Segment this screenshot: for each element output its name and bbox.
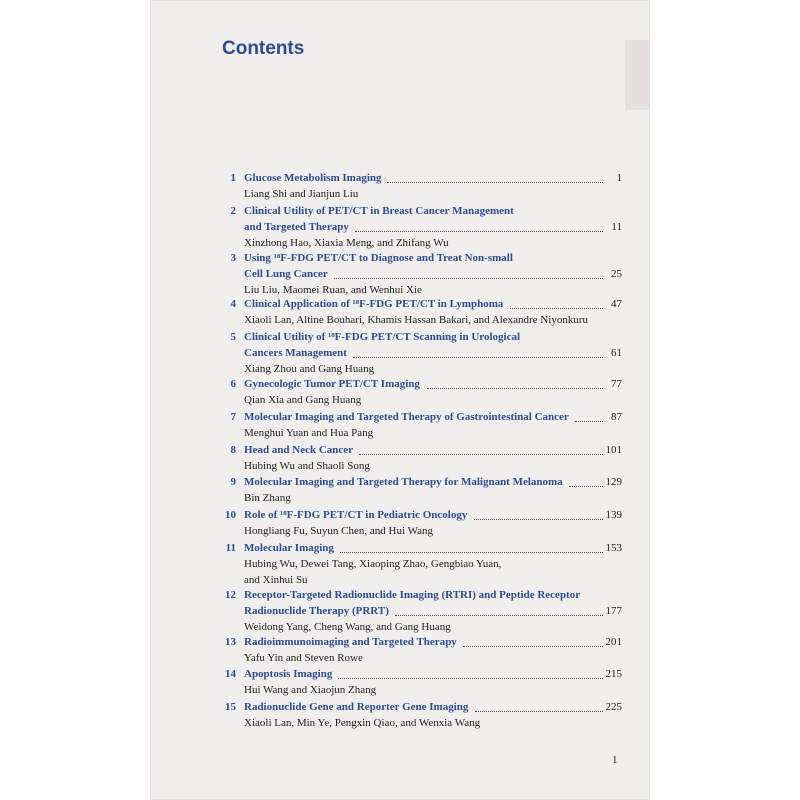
chapter-authors: Xiaoli Lan, Min Ye, Pengxin Qiao, and Wenxia Wang bbox=[244, 717, 481, 729]
leader-dots bbox=[395, 614, 603, 616]
chapter-number: 9 bbox=[230, 476, 236, 488]
chapter-title[interactable]: Receptor-Targeted Radionuclide Imaging (RTRI) and Peptide Receptor bbox=[244, 589, 581, 601]
chapter-authors: Bin Zhang bbox=[244, 492, 291, 504]
leader-dots bbox=[355, 230, 603, 232]
chapter-authors: Yafu Yin and Steven Rowe bbox=[244, 652, 363, 664]
chapter-title[interactable]: Role of ¹⁸F-FDG PET/CT in Pediatric Oncology bbox=[244, 509, 468, 521]
chapter-title[interactable]: Clinical Utility of ¹⁸F-FDG PET/CT Scanning in Urological bbox=[244, 331, 521, 343]
chapter-title[interactable]: Radioimmunoimaging and Targeted Therapy bbox=[244, 636, 457, 648]
page-ref[interactable]: 25 bbox=[611, 268, 622, 280]
chapter-authors: Xiaoli Lan, Altine Bouhari, Khamis Hassan Bakari, and Alexandre Niyonkuru bbox=[244, 314, 588, 326]
leader-dots bbox=[340, 551, 603, 553]
chapter-number: 11 bbox=[225, 542, 236, 554]
chapter-number: 2 bbox=[230, 205, 236, 217]
page-ref[interactable]: 87 bbox=[611, 411, 622, 423]
chapter-authors: Hui Wang and Xiaojun Zhang bbox=[244, 684, 377, 696]
chapter-number: 13 bbox=[225, 636, 236, 648]
page-ref[interactable]: 201 bbox=[605, 636, 622, 648]
chapter-title[interactable]: and Targeted Therapy bbox=[244, 221, 349, 233]
chapter-title[interactable]: Clinical Utility of PET/CT in Breast Cancer Management bbox=[244, 205, 514, 217]
chapter-authors: Menghui Yuan and Hua Pang bbox=[244, 427, 374, 439]
chapter-title[interactable]: Cell Lung Cancer bbox=[244, 268, 328, 280]
chapter-number: 3 bbox=[230, 252, 236, 264]
chapter-title[interactable]: Molecular Imaging and Targeted Therapy for Malignant Melanoma bbox=[244, 476, 563, 488]
page-ref[interactable]: 11 bbox=[611, 221, 622, 233]
chapter-authors: Hubing Wu and Shaoli Song bbox=[244, 460, 370, 472]
page-ref[interactable]: 1 bbox=[616, 172, 622, 184]
chapter-number: 10 bbox=[225, 509, 236, 521]
chapter-number: 14 bbox=[225, 668, 236, 680]
chapter-title[interactable]: Cancers Management bbox=[244, 347, 347, 359]
page-ref[interactable]: 77 bbox=[611, 378, 622, 390]
chapter-number: 15 bbox=[225, 701, 236, 713]
page-ref[interactable]: 215 bbox=[605, 668, 622, 680]
page-ref[interactable]: 177 bbox=[605, 605, 622, 617]
leader-dots bbox=[359, 453, 603, 455]
chapter-authors: Liang Shi and Jianjun Liu bbox=[244, 188, 359, 200]
chapter-authors: Liu Liu, Maomei Ruan, and Wenhui Xie bbox=[244, 284, 422, 296]
page-ref[interactable]: 129 bbox=[605, 476, 622, 488]
leader-dots bbox=[387, 181, 603, 183]
page-number: 1 bbox=[612, 754, 618, 766]
page-ref[interactable]: 153 bbox=[605, 542, 622, 554]
chapter-title[interactable]: Head and Neck Cancer bbox=[244, 444, 354, 456]
page-ref[interactable]: 61 bbox=[611, 347, 622, 359]
chapter-authors: and Xinhui Su bbox=[244, 574, 308, 586]
page-ref[interactable]: 47 bbox=[611, 298, 622, 310]
chapter-title[interactable]: Radionuclide Therapy (PRRT) bbox=[244, 605, 389, 617]
leader-dots bbox=[338, 677, 603, 679]
leader-dots bbox=[334, 277, 603, 279]
chapter-authors: Qian Xia and Gang Huang bbox=[244, 394, 362, 406]
chapter-number: 6 bbox=[230, 378, 236, 390]
leader-dots bbox=[427, 387, 603, 389]
chapter-number: 7 bbox=[230, 411, 236, 423]
page-ref[interactable]: 225 bbox=[605, 701, 622, 713]
book-page bbox=[150, 0, 650, 800]
chapter-authors: Weidong Yang, Cheng Wang, and Gang Huang bbox=[244, 621, 451, 633]
chapter-title[interactable]: Clinical Application of ¹⁸F-FDG PET/CT in Lymphoma bbox=[244, 298, 504, 310]
chapter-authors: Hubing Wu, Dewei Tang, Xiaoping Zhao, Gengbiao Yuan, bbox=[244, 558, 502, 570]
chapter-number: 12 bbox=[225, 589, 236, 601]
bleed-through-tab bbox=[625, 40, 650, 110]
leader-dots bbox=[353, 356, 603, 358]
chapter-title[interactable]: Radionuclide Gene and Reporter Gene Imaging bbox=[244, 701, 469, 713]
chapter-number: 1 bbox=[230, 172, 236, 184]
chapter-title[interactable]: Glucose Metabolism Imaging bbox=[244, 172, 382, 184]
chapter-title[interactable]: Molecular Imaging bbox=[244, 542, 334, 554]
page-ref[interactable]: 139 bbox=[605, 509, 622, 521]
chapter-number: 8 bbox=[230, 444, 236, 456]
chapter-authors: Xiang Zhou and Gang Huang bbox=[244, 363, 375, 375]
chapter-number: 5 bbox=[230, 331, 236, 343]
page-ref[interactable]: 101 bbox=[605, 444, 622, 456]
chapter-number: 4 bbox=[230, 298, 236, 310]
chapter-title[interactable]: Apoptosis Imaging bbox=[244, 668, 333, 680]
chapter-title[interactable]: Gynecologic Tumor PET/CT Imaging bbox=[244, 378, 420, 390]
chapter-title[interactable]: Using ¹⁸F-FDG PET/CT to Diagnose and Treat Non-small bbox=[244, 252, 513, 264]
chapter-authors: Xinzhong Hao, Xiaxia Meng, and Zhifang Wu bbox=[244, 237, 449, 249]
chapter-title[interactable]: Molecular Imaging and Targeted Therapy of Gastrointestinal Cancer bbox=[244, 411, 569, 423]
page-title: Contents bbox=[222, 38, 305, 59]
chapter-authors: Hongliang Fu, Suyun Chen, and Hui Wang bbox=[244, 525, 433, 537]
